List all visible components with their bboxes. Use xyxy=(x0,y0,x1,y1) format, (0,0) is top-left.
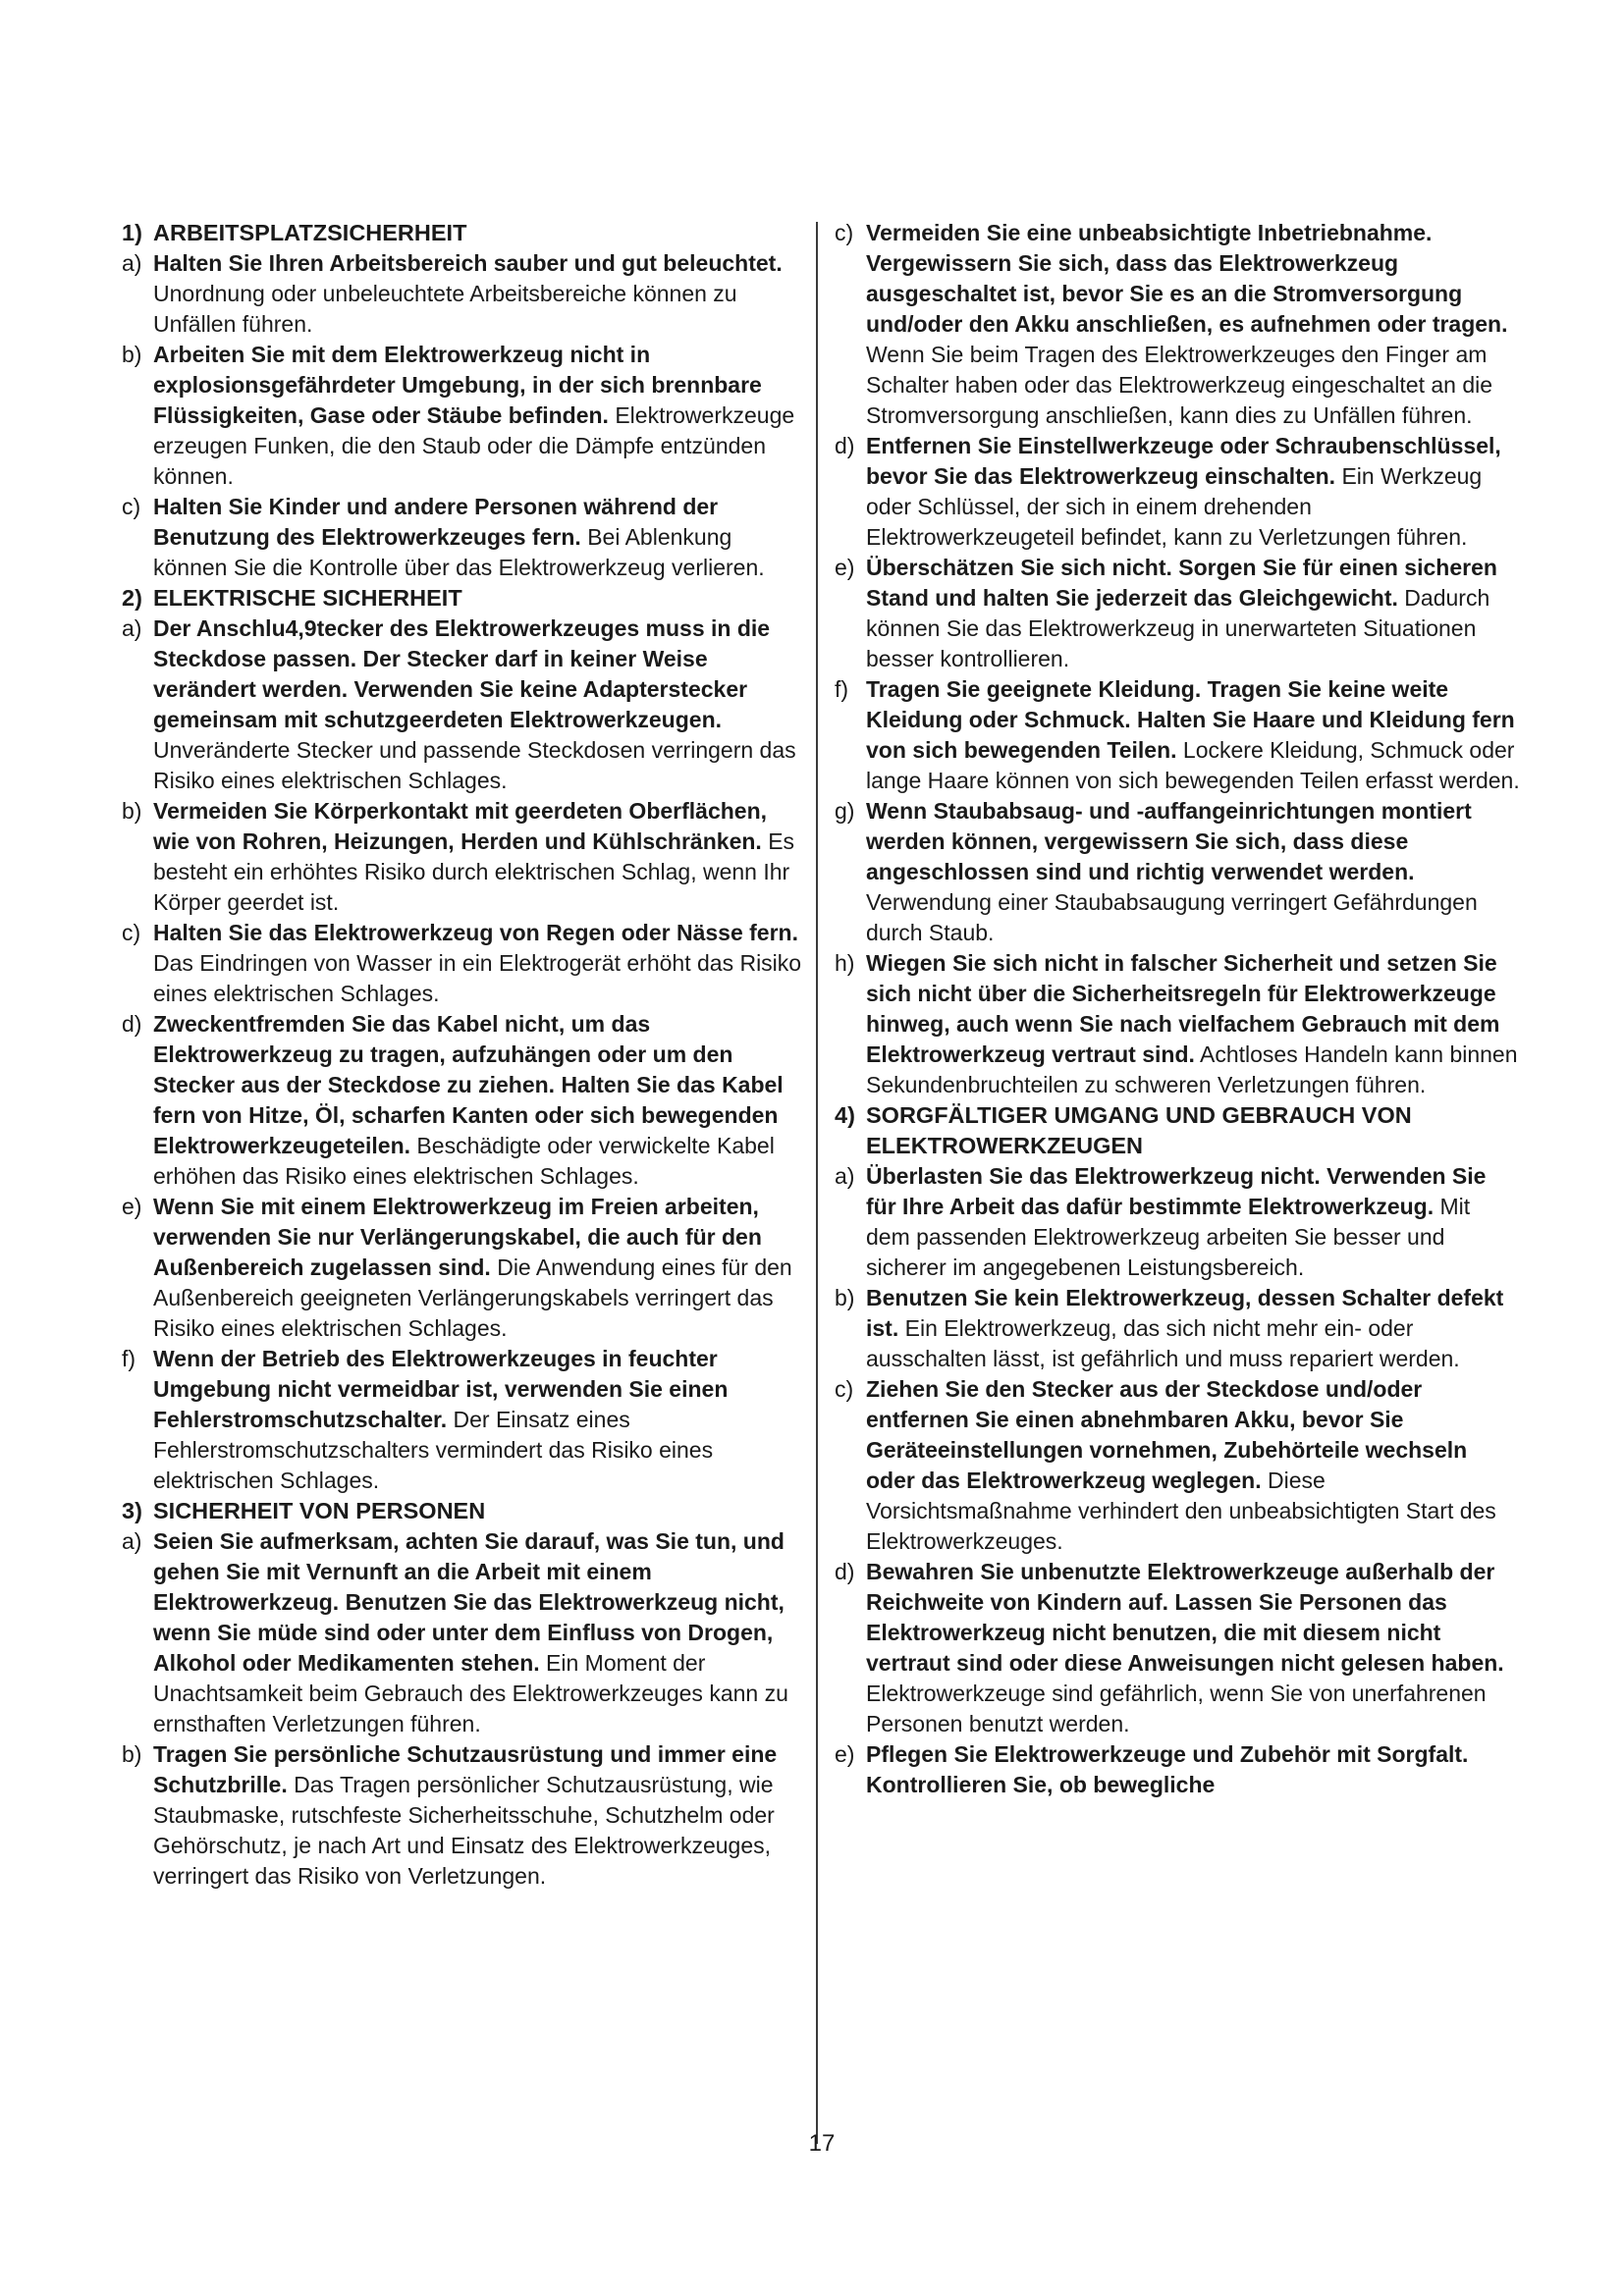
page-number: 17 xyxy=(808,2130,836,2157)
list-item xyxy=(120,1526,805,1739)
item-bold-text: Wenn der Betrieb des Elektrowerkzeuges in feuchter Umgebung nicht vermeidbar ist, verwenden Sie einen Fehlerstromschutzschalter. xyxy=(153,1346,729,1432)
item-label: b) xyxy=(835,1285,855,1310)
column-divider xyxy=(816,222,818,2144)
item-text: Ein Moment der Unachtsamkeit beim Gebrauch des Elektrowerkzeuges kann zu ernsthaften Verletzungen führen. xyxy=(153,1650,788,1736)
item-text: Dadurch können Sie das Elektrowerkzeug in unerwarteten Situationen besser kontrollieren. xyxy=(866,585,1490,671)
item-label: e) xyxy=(835,555,855,580)
list-item xyxy=(120,340,805,492)
item-text: Die Anwendung eines für den Außenbereich geeigneten Verlängerungskabels verringert das Risiko eines elektrischen Schlages. xyxy=(153,1255,792,1341)
item-bold-text: Entfernen Sie Einstellwerkzeuge oder Schraubenschlüssel, bevor Sie das Elektrowerkzeug einschalten. xyxy=(866,433,1501,489)
item-bold-text: Ziehen Sie den Stecker aus der Steckdose und/oder entfernen Sie einen abnehmbaren Akku, bevor Sie Geräteeinstellungen vornehmen, Zubehörteile wechseln oder das Elektrowerkzeug weglegen. xyxy=(866,1376,1468,1493)
item-label: d) xyxy=(835,1559,855,1584)
item-label: h) xyxy=(835,950,855,976)
section-title: ARBEITSPLATZSICHERHEIT xyxy=(153,220,467,245)
item-label: c) xyxy=(835,1376,854,1402)
list-item xyxy=(833,431,1520,553)
section-heading xyxy=(833,1100,1520,1161)
list-item xyxy=(833,1739,1520,1800)
section-heading xyxy=(120,218,805,248)
list-item xyxy=(833,674,1520,796)
item-label: b) xyxy=(122,342,142,367)
item-bold-text: Wiegen Sie sich nicht in falscher Sicherheit und setzen Sie sich nicht über die Sicherheitsregeln für Elektrowerkzeuge hinweg, auch wenn Sie nach vielfachem Gebrauch mit dem Elektrowerkzeug vertraut sind. xyxy=(866,950,1500,1067)
item-bold-text: Halten Sie das Elektrowerkzeug von Regen oder Nässe fern. xyxy=(153,920,798,945)
item-text: Ein Elektrowerkzeug, das sich nicht mehr ein- oder ausschalten lässt, ist gefährlich und muss repariert werden. xyxy=(866,1315,1460,1371)
list-item xyxy=(833,1557,1520,1739)
item-bold-text: Zweckentfremden Sie das Kabel nicht, um das Elektrowerkzeug zu tragen, aufzuhängen oder um den Stecker aus der Steckdose zu ziehen. Halten Sie das Kabel fern von Hitze, Öl, scharfen Kanten oder sich bewegenden Elektrowerkzeugeteilen. xyxy=(153,1011,784,1158)
list-item xyxy=(120,492,805,583)
list-item xyxy=(120,796,805,918)
item-label: d) xyxy=(835,433,855,458)
list-item xyxy=(120,614,805,796)
item-bold-text: Halten Sie Ihren Arbeitsbereich sauber und gut beleuchtet. xyxy=(153,250,783,276)
item-text: Es besteht ein erhöhtes Risiko durch elektrischen Schlag, wenn Ihr Körper geerdet ist. xyxy=(153,828,795,915)
item-label: f) xyxy=(835,676,849,702)
item-bold-text: Der Anschlu4,9tecker des Elektrowerkzeuges muss in die Steckdose passen. Der Stecker darf in keiner Weise verändert werden. Verwenden Sie keine Adapterstecker gemeinsam mit schutzgeerdeten Elektrowerkzeugen. xyxy=(153,615,771,732)
section-title: SORGFÄLTIGER UMGANG UND GEBRAUCH VON ELEKTROWERKZEUGEN xyxy=(866,1102,1412,1158)
list-item xyxy=(833,948,1520,1100)
item-bold-text: Halten Sie Kinder und andere Personen während der Benutzung des Elektrowerkzeuges fern. xyxy=(153,494,719,550)
item-bold-text: Wenn Staubabsaug- und -auffangeinrichtungen montiert werden können, vergewissern Sie sich, dass diese angeschlossen sind und richtig verwendet werden. xyxy=(866,798,1472,884)
item-bold-text: Benutzen Sie kein Elektrowerkzeug, dessen Schalter defekt ist. xyxy=(866,1285,1504,1341)
section-heading xyxy=(120,583,805,614)
list-item xyxy=(120,1344,805,1496)
left-column xyxy=(120,218,805,1892)
item-label: b) xyxy=(122,1741,142,1767)
item-text: Diese Vorsichtsmaßnahme verhindert den unbeabsichtigten Start des Elektrowerkzeuges. xyxy=(866,1468,1496,1554)
item-text: Das Eindringen von Wasser in ein Elektrogerät erhöht das Risiko eines elektrischen Schlages. xyxy=(153,950,802,1006)
list-item xyxy=(833,553,1520,674)
item-label: c) xyxy=(122,920,141,945)
item-bold-text: Tragen Sie geeignete Kleidung. Tragen Sie keine weite Kleidung oder Schmuck. Halten Sie Haare und Kleidung fern von sich bewegenden Teilen. xyxy=(866,676,1515,763)
item-label: b) xyxy=(122,798,142,824)
item-label: f) xyxy=(122,1346,136,1371)
item-bold-text: Überlasten Sie das Elektrowerkzeug nicht. Verwenden Sie für Ihre Arbeit das dafür bestimmte Elektrowerkzeug. xyxy=(866,1163,1487,1219)
item-bold-text: Vermeiden Sie Körperkontakt mit geerdeten Oberflächen, wie von Rohren, Heizungen, Herden und Kühlschränken. xyxy=(153,798,768,854)
item-label: a) xyxy=(122,250,142,276)
item-bold-text: Vermeiden Sie eine unbeabsichtigte Inbetriebnahme. Vergewissern Sie sich, dass das Elektrowerkzeug ausgeschaltet ist, bevor Sie es an die Stromversorgung und/oder den Akku anschließen, es aufnehmen oder tragen. xyxy=(866,220,1508,337)
section-number: 2) xyxy=(122,585,142,611)
list-item xyxy=(833,1374,1520,1557)
item-text: Wenn Sie beim Tragen des Elektrowerkzeuges den Finger am Schalter haben oder das Elektrowerkzeug eingeschaltet an die Stromversorgung anschließen, kann dies zu Unfällen führen. xyxy=(866,342,1493,428)
item-label: a) xyxy=(122,615,142,641)
item-label: d) xyxy=(122,1011,142,1037)
list-item xyxy=(833,1161,1520,1283)
list-item xyxy=(120,1009,805,1192)
list-item xyxy=(120,1739,805,1892)
item-text: Unveränderte Stecker und passende Steckdosen verringern das Risiko eines elektrischen Schlages. xyxy=(153,737,796,793)
item-bold-text: Bewahren Sie unbenutzte Elektrowerkzeuge außerhalb der Reichweite von Kindern auf. Lassen Sie Personen das Elektrowerkzeug nicht benutzen, die mit diesem nicht vertraut sind oder diese Anweisungen nicht gelesen haben. xyxy=(866,1559,1504,1676)
item-label: a) xyxy=(835,1163,855,1189)
list-item xyxy=(833,796,1520,948)
item-label: g) xyxy=(835,798,855,824)
item-bold-text: Arbeiten Sie mit dem Elektrowerkzeug nicht in explosionsgefährdeter Umgebung, in der sich brennbare Flüssigkeiten, Gase oder Stäube befinden. xyxy=(153,342,762,428)
item-label: a) xyxy=(122,1528,142,1554)
item-text: Elektrowerkzeuge sind gefährlich, wenn Sie von unerfahrenen Personen benutzt werden. xyxy=(866,1681,1487,1736)
item-bold-text: Pflegen Sie Elektrowerkzeuge und Zubehör mit Sorgfalt. Kontrollieren Sie, ob bewegliche xyxy=(866,1741,1469,1797)
right-column xyxy=(833,218,1520,1800)
item-text: Verwendung einer Staubabsaugung verringert Gefährdungen durch Staub. xyxy=(866,889,1478,945)
item-text: Bei Ablenkung können Sie die Kontrolle über das Elektrowerkzeug verlieren. xyxy=(153,524,765,580)
section-number: 3) xyxy=(122,1498,142,1523)
item-text: Ein Werkzeug oder Schlüssel, der sich in einem drehenden Elektrowerkzeugeteil befindet, kann zu Verletzungen führen. xyxy=(866,463,1483,550)
section-title: SICHERHEIT VON PERSONEN xyxy=(153,1498,486,1523)
item-text: Der Einsatz eines Fehlerstromschutzschalters vermindert das Risiko eines elektrischen Schlages. xyxy=(153,1407,714,1493)
list-item xyxy=(833,1283,1520,1374)
item-label: e) xyxy=(835,1741,855,1767)
item-bold-text: Wenn Sie mit einem Elektrowerkzeug im Freien arbeiten, verwenden Sie nur Verlängerungskabel, die auch für den Außenbereich zugelassen sind. xyxy=(153,1194,762,1280)
item-text: Achtloses Handeln kann binnen Sekundenbruchteilen zu schweren Verletzungen führen. xyxy=(866,1041,1518,1097)
section-title: ELEKTRISCHE SICHERHEIT xyxy=(153,585,462,611)
item-bold-text: Seien Sie aufmerksam, achten Sie darauf, was Sie tun, und gehen Sie mit Vernunft an die Arbeit mit einem Elektrowerkzeug. Benutzen Sie das Elektrowerkzeug nicht, wenn Sie müde sind oder unter dem Einfluss von Drogen, Alkohol oder Medikamenten stehen. xyxy=(153,1528,785,1676)
item-bold-text: Überschätzen Sie sich nicht. Sorgen Sie für einen sicheren Stand und halten Sie jederzeit das Gleichgewicht. xyxy=(866,555,1497,611)
list-item xyxy=(120,248,805,340)
item-bold-text: Tragen Sie persönliche Schutzausrüstung und immer eine Schutzbrille. xyxy=(153,1741,778,1797)
item-text: Elektrowerkzeuge erzeugen Funken, die den Staub oder die Dämpfe entzünden können. xyxy=(153,402,795,489)
item-text: Unordnung oder unbeleuchtete Arbeitsbereiche können zu Unfällen führen. xyxy=(153,281,737,337)
item-label: c) xyxy=(122,494,141,519)
list-item xyxy=(120,918,805,1009)
section-number: 1) xyxy=(122,220,142,245)
item-label: c) xyxy=(835,220,854,245)
list-item xyxy=(833,218,1520,431)
item-text: Lockere Kleidung, Schmuck oder lange Haare können von sich bewegenden Teilen erfasst werden. xyxy=(866,737,1520,793)
item-text: Das Tragen persönlicher Schutzausrüstung, wie Staubmaske, rutschfeste Sicherheitsschuhe, Schutzhelm oder Gehörschutz, je nach Art und Einsatz des Elektrowerkzeuges, verringert das Risiko von Verletzungen. xyxy=(153,1772,775,1889)
section-heading xyxy=(120,1496,805,1526)
item-text: Mit dem passenden Elektrowerkzeug arbeiten Sie besser und sicherer im angegebenen Leistungsbereich. xyxy=(866,1194,1471,1280)
item-label: e) xyxy=(122,1194,142,1219)
list-item xyxy=(120,1192,805,1344)
section-number: 4) xyxy=(835,1102,855,1128)
item-text: Beschädigte oder verwickelte Kabel erhöhen das Risiko eines elektrischen Schlages. xyxy=(153,1133,775,1189)
